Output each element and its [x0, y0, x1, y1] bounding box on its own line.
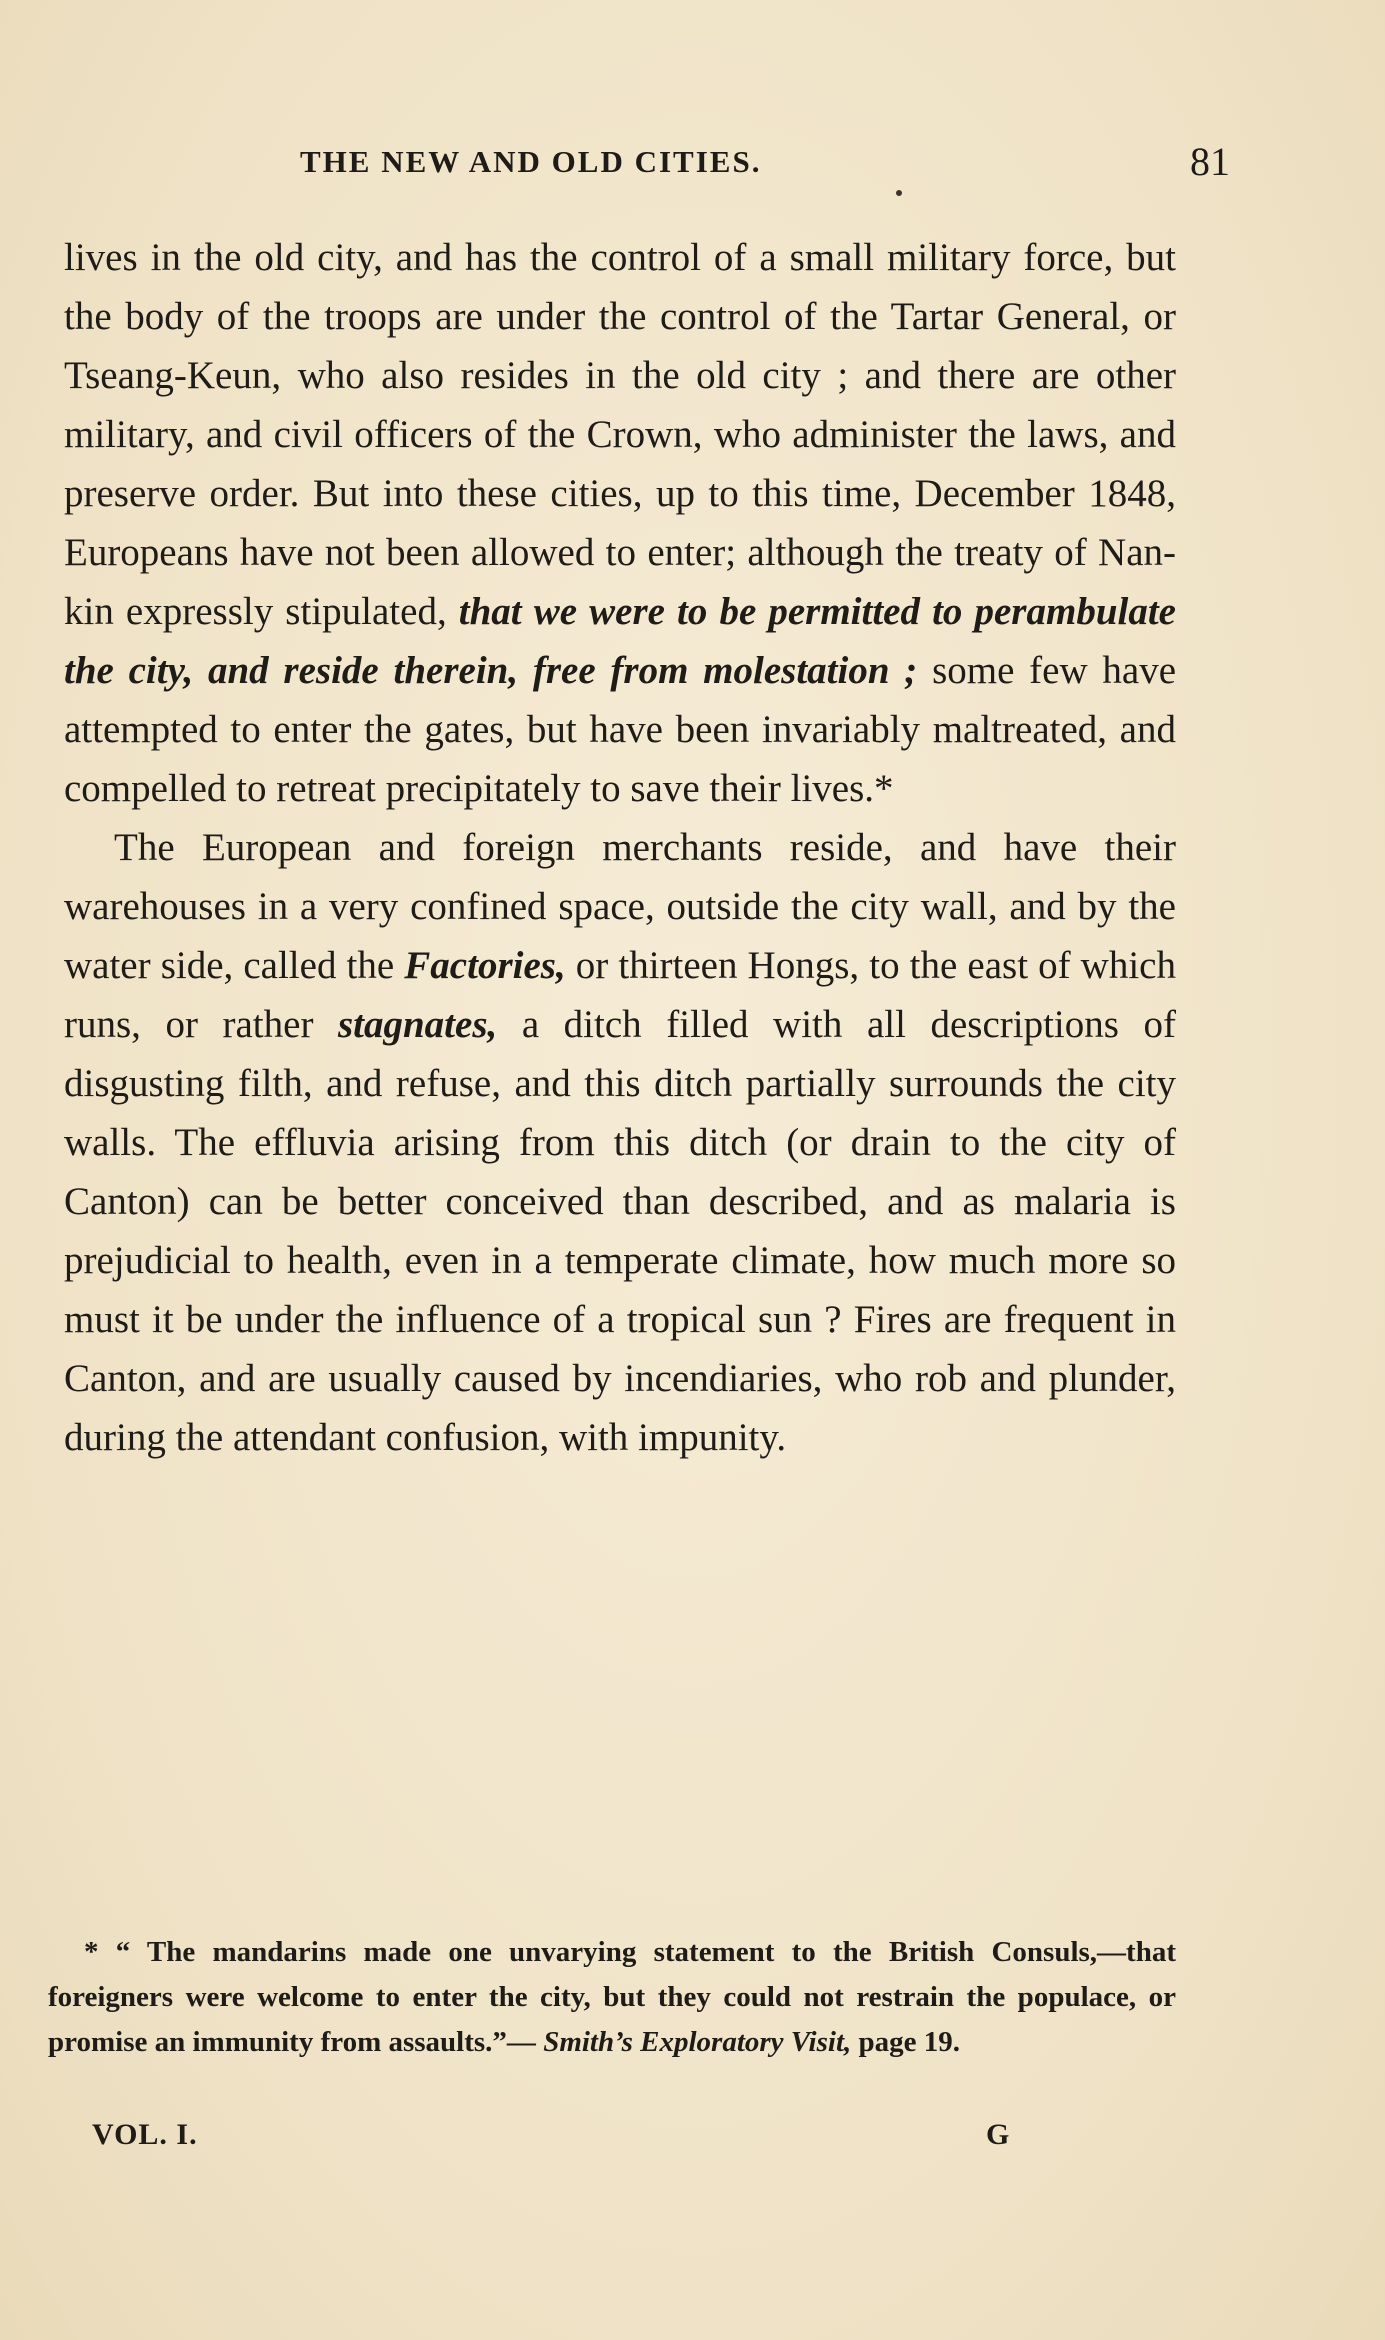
footnote-page: page 19.: [851, 2026, 961, 2058]
italic-term: stagnates,: [337, 1003, 498, 1046]
paragraph-text: The European and foreign merchants reside, and have their warehouses in a very confined space, outside the city wall, and by the water side, called the: [64, 826, 1176, 987]
running-head: THE NEW AND OLD CITIES.: [300, 144, 762, 179]
volume-label: VOL. I.: [92, 2118, 198, 2151]
ornament-dot-icon: [896, 190, 902, 196]
paragraph-text: or thirteen Hongs, to the east of which runs, or rather: [64, 944, 1176, 1046]
page-number: 81: [1190, 139, 1230, 184]
footnote-text: * “ The mandarins made one unvarying statement to the British Consuls,—that foreigners were welcome to enter the city, but they could not restrain the populace, or promise an immunity from assaults.”—: [48, 1936, 1176, 2058]
italic-term: Factories,: [404, 944, 566, 987]
signature-mark: G: [986, 2118, 1011, 2151]
paragraph: [64, 818, 1176, 1467]
italic-quote: that we were to be permitted to perambulate the city, and reside therein, free from molestation ;: [64, 590, 1176, 692]
paragraph-text: some few have attempted to enter the gates, but have been invariably maltreated, and compelled to retreat precipitately to save their lives.*: [64, 649, 1177, 810]
body-text: [64, 228, 1176, 1467]
paragraph: [64, 228, 1176, 818]
footnote-source: Smith’s Exploratory Visit,: [543, 2026, 852, 2058]
paragraph-text: a ditch filled with all descriptions of disgusting filth, and refuse, and this ditch partially surrounds the city walls. The effluvia arising from this ditch (or drain to the city of Canton) can be better conceived than described, and as malaria is prejudicial to health, even in a temperate climate, how much more so must it be under the influence of a tropical sun ? Fires are frequent in Canton, and are usually caused by incendiaries, who rob and plunder, during the attendant confusion, with impunity.: [64, 1003, 1176, 1459]
paragraph-text: lives in the old city, and has the control of a small military force, but the body of the troops are under the control of the Tartar General, or Tseang-Keun, who also resides in the old city ; and there are other military, and civil officers of the Crown, who administer the laws, and preserve order. But into these cities, up to this time, December 1848, Europeans have not been allowed to enter; although the treaty of Nan-kin expressly stipulated,: [64, 236, 1176, 633]
page-header: [300, 138, 1230, 186]
footnote: [48, 1930, 1176, 2065]
